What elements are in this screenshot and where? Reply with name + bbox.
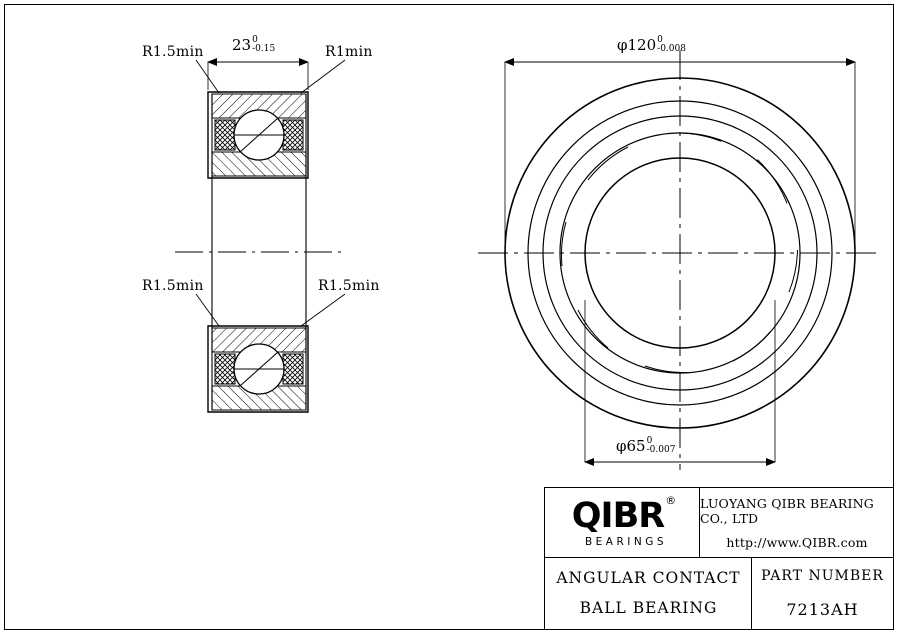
radius-label-top-left: R1.5min [142,44,204,60]
registered-trademark-icon: ® [665,493,676,507]
od-tol-upper: 0 [657,34,663,45]
logo-subtitle: BEARINGS [584,535,668,548]
logo-wordmark: QIBR [571,495,665,536]
company-info [700,492,894,554]
product-line-2: BALL BEARING [579,598,718,617]
bore-value: 65 [626,437,646,455]
width-tol-lower: -0.15 [252,44,276,54]
outer-diameter-text [617,36,686,55]
diameter-symbol-od: φ [617,36,628,54]
bore-tolerance [647,437,676,456]
part-number-label: PART NUMBER [761,568,884,584]
radius-label-top-right: R1min [325,44,373,60]
width-tol-upper: 0 [252,34,258,45]
bore-diameter-text [616,437,675,456]
radius-label-bottom-left: R1.5min [142,278,204,294]
radius-label-bottom-right: R1.5min [318,278,380,294]
company-website: http://www.QIBR.com [726,535,868,550]
width-tolerance [252,36,275,55]
width-value: 23 [232,36,252,54]
logo-text [571,493,676,536]
width-dimension [208,62,308,90]
diameter-symbol-bore: φ [616,437,627,455]
part-number-value: 7213AH [786,600,859,619]
product-description [546,558,751,629]
od-value: 120 [627,36,657,54]
company-name: LUOYANG QIBR BEARING CO., LTD [700,496,874,526]
width-dimension-text [232,36,275,55]
section-view [175,92,345,412]
front-view [478,50,882,470]
od-tol-lower: -0.008 [657,44,686,54]
part-number-block [752,558,893,629]
brand-logo [548,492,698,554]
product-line-1: ANGULAR CONTACT [556,569,741,588]
bore-tol-upper: 0 [646,435,653,446]
od-tolerance [657,36,686,55]
bore-tol-lower: -0.007 [646,445,676,455]
